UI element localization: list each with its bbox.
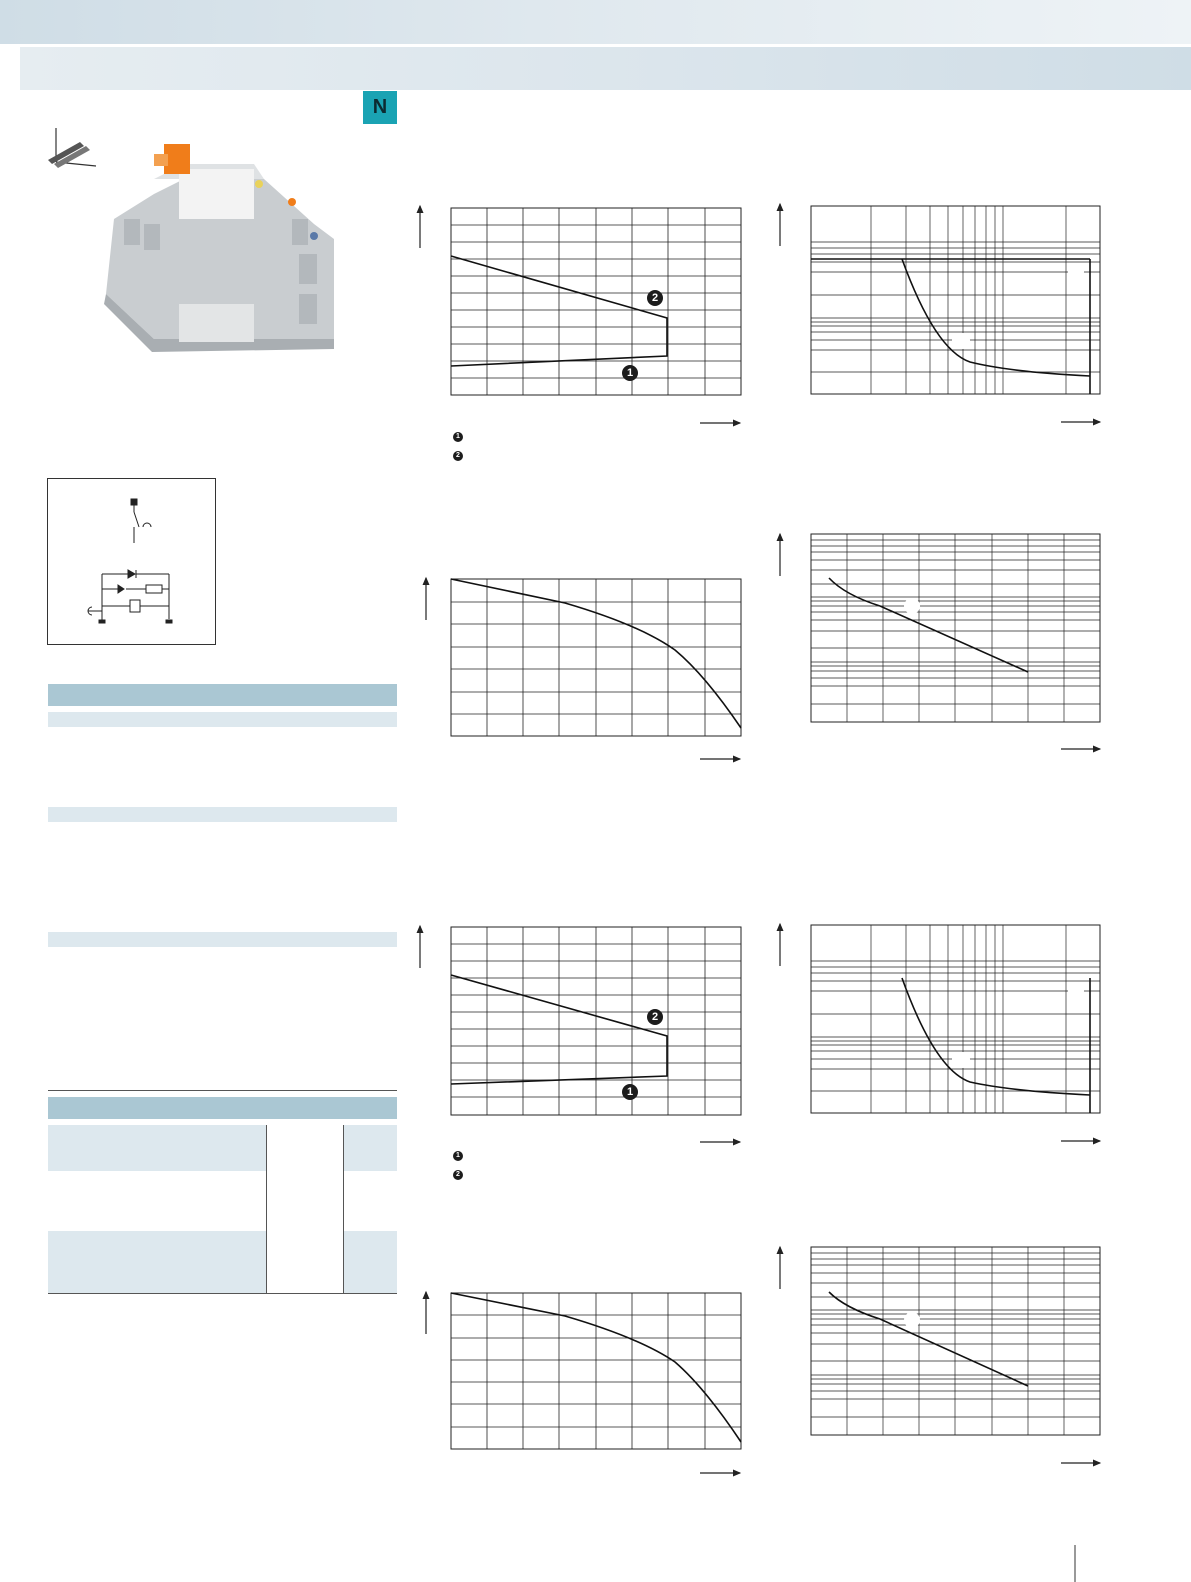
legend-marker-1: 1 <box>453 1151 463 1161</box>
graph-loglog-1 <box>780 534 1100 749</box>
graph-log-1 <box>780 204 1100 422</box>
graph-loglog-2 <box>780 1247 1100 1463</box>
new-badge: N <box>363 91 397 124</box>
graph-linear-2 <box>420 926 741 1142</box>
label-blank <box>1068 264 1084 278</box>
legend-marker-2: 2 <box>453 451 463 461</box>
graph-derating-2 <box>426 1292 741 1473</box>
curve-marker-1: 1 <box>622 365 638 381</box>
label-blank <box>1068 983 1084 997</box>
graph-log-2 <box>780 924 1100 1141</box>
label-blank <box>952 333 970 349</box>
label-blank <box>952 1052 970 1068</box>
legend-marker-1: 1 <box>453 432 463 442</box>
curve-marker-2: 2 <box>647 290 663 306</box>
legend-marker-2: 2 <box>453 1170 463 1180</box>
graph-linear-1 <box>420 206 741 423</box>
curve-marker-1: 1 <box>622 1084 638 1100</box>
curve-marker-2: 2 <box>647 1009 663 1025</box>
graph-derating-1 <box>426 578 741 759</box>
